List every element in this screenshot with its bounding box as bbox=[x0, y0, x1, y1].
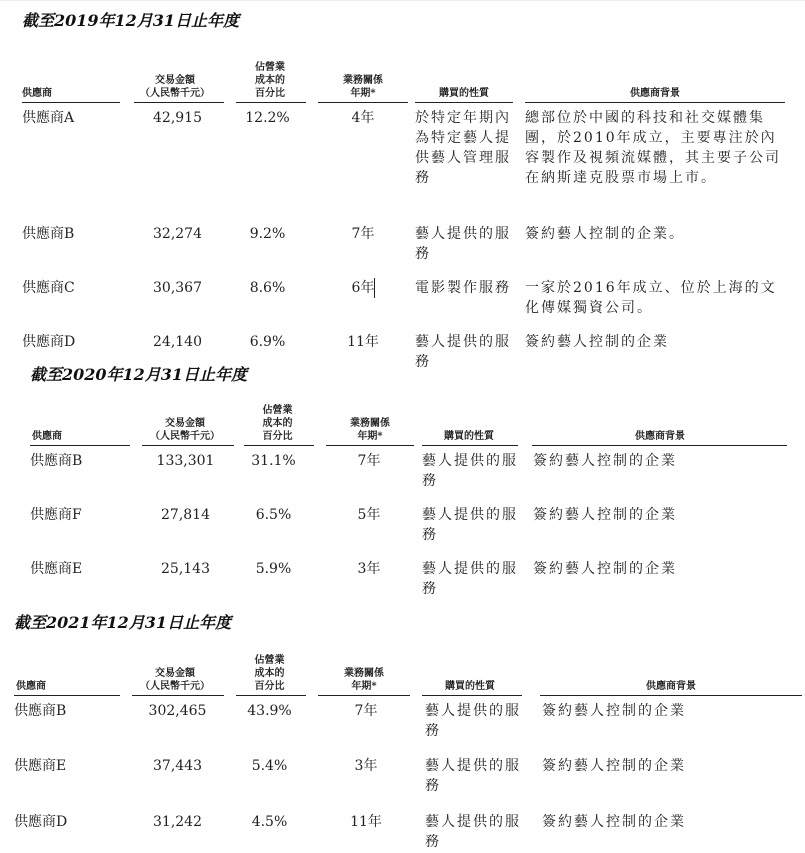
amount-cell: 24,140 bbox=[153, 334, 202, 350]
background-cell: 簽約藝人控制的企業 bbox=[525, 334, 669, 350]
percent-cell: 4.5% bbox=[251, 814, 288, 830]
percent-cell: 6.9% bbox=[249, 334, 286, 350]
header-nature: 購買的性質 bbox=[444, 431, 494, 442]
header-rule bbox=[132, 695, 224, 696]
header-rule bbox=[422, 695, 522, 696]
header-amount: 交易金額 （人民幣千元） bbox=[140, 75, 210, 99]
header-rule bbox=[532, 445, 787, 446]
nature-cell: 藝人提供的服務 bbox=[422, 453, 518, 489]
supplier-cell: 供應商D bbox=[22, 334, 76, 350]
header-rule bbox=[326, 445, 414, 446]
header-supplier: 供應商 bbox=[16, 681, 46, 692]
header-rule bbox=[30, 445, 130, 446]
header-percent: 佔營業 成本的 百分比 bbox=[255, 62, 285, 99]
header-background: 供應商背景 bbox=[646, 681, 696, 692]
header-years: 業務關係 年期* bbox=[344, 668, 384, 692]
header-amount: 交易金額 （人民幣千元） bbox=[140, 668, 210, 692]
nature-cell: 藝人提供的服務 bbox=[422, 561, 518, 597]
text-cursor bbox=[374, 278, 375, 298]
header-rule bbox=[14, 695, 120, 696]
years-cell: 6年 bbox=[351, 280, 375, 296]
years-cell: 7年 bbox=[354, 703, 378, 719]
percent-cell: 12.2% bbox=[245, 110, 290, 126]
header-rule bbox=[422, 445, 518, 446]
supplier-cell: 供應商B bbox=[14, 703, 67, 719]
background-cell: 簽約藝人控制的企業。 bbox=[525, 226, 685, 242]
header-rule bbox=[142, 445, 234, 446]
header-supplier: 供應商 bbox=[32, 431, 62, 442]
amount-cell: 31,242 bbox=[153, 814, 202, 830]
header-rule bbox=[236, 695, 306, 696]
percent-cell: 43.9% bbox=[247, 703, 292, 719]
nature-cell: 藝人提供的服務 bbox=[425, 758, 521, 794]
header-rule bbox=[540, 695, 802, 696]
years-cell: 3年 bbox=[357, 561, 381, 577]
years-cell: 4年 bbox=[351, 110, 375, 126]
top-border bbox=[0, 0, 805, 1]
header-rule bbox=[22, 102, 120, 103]
section-title: 截至2019年12月31日止年度 bbox=[22, 11, 240, 30]
nature-cell: 藝人提供的服務 bbox=[425, 703, 521, 739]
percent-cell: 8.6% bbox=[249, 280, 286, 296]
background-cell: 簽約藝人控制的企業 bbox=[542, 758, 686, 774]
years-cell: 11年 bbox=[347, 334, 379, 350]
header-nature: 購買的性質 bbox=[445, 681, 495, 692]
percent-cell: 6.5% bbox=[255, 507, 292, 523]
supplier-cell: 供應商A bbox=[22, 110, 75, 126]
header-percent: 佔營業 成本的 百分比 bbox=[254, 655, 285, 692]
amount-cell: 30,367 bbox=[153, 280, 202, 296]
percent-cell: 5.4% bbox=[251, 758, 288, 774]
supplier-cell: 供應商B bbox=[22, 226, 75, 242]
percent-cell: 5.9% bbox=[255, 561, 292, 577]
background-cell: 簽約藝人控制的企業 bbox=[542, 814, 686, 830]
amount-cell: 27,814 bbox=[161, 507, 210, 523]
header-nature: 購買的性質 bbox=[439, 88, 489, 99]
amount-cell: 302,465 bbox=[148, 703, 207, 719]
amount-cell: 32,274 bbox=[153, 226, 202, 242]
header-years: 業務關係 年期* bbox=[350, 418, 390, 442]
header-amount: 交易金額 （人民幣千元） bbox=[150, 418, 220, 442]
amount-cell: 25,143 bbox=[161, 561, 210, 577]
supplier-cell: 供應商C bbox=[22, 280, 75, 296]
percent-cell: 31.1% bbox=[251, 453, 296, 469]
background-cell: 簽約藝人控制的企業 bbox=[542, 703, 686, 719]
nature-cell: 藝人提供的服務 bbox=[415, 226, 511, 262]
years-cell: 7年 bbox=[351, 226, 375, 242]
amount-cell: 37,443 bbox=[153, 758, 202, 774]
years-cell: 11年 bbox=[350, 814, 382, 830]
header-supplier: 供應商 bbox=[22, 88, 52, 99]
nature-cell: 電影製作服務 bbox=[415, 280, 511, 296]
years-cell: 5年 bbox=[357, 507, 381, 523]
header-years: 業務關係 年期* bbox=[343, 75, 383, 99]
nature-cell: 藝人提供的服務 bbox=[422, 507, 518, 543]
supplier-cell: 供應商E bbox=[30, 561, 83, 577]
supplier-cell: 供應商F bbox=[30, 507, 82, 523]
background-cell: 簽約藝人控制的企業 bbox=[533, 561, 677, 577]
background-cell: 總部位於中國的科技和社交媒體集團，於2010年成立，主要專注於內容製作及視頻流媒體，其主要子公司在納斯達克股票市場上市。 bbox=[525, 110, 781, 186]
header-percent: 佔營業 成本的 百分比 bbox=[262, 405, 293, 442]
background-cell: 簽約藝人控制的企業 bbox=[533, 507, 677, 523]
header-rule bbox=[318, 102, 408, 103]
percent-cell: 9.2% bbox=[249, 226, 286, 242]
nature-cell: 於特定年期內為特定藝人提供藝人管理服務 bbox=[415, 110, 511, 186]
header-rule bbox=[134, 102, 224, 103]
header-rule bbox=[525, 102, 785, 103]
years-cell: 7年 bbox=[357, 453, 381, 469]
amount-cell: 133,301 bbox=[156, 453, 215, 469]
header-rule bbox=[244, 445, 314, 446]
amount-cell: 42,915 bbox=[153, 110, 202, 126]
nature-cell: 藝人提供的服務 bbox=[415, 334, 511, 370]
header-rule bbox=[236, 102, 306, 103]
section-title: 截至2020年12月31日止年度 bbox=[30, 365, 248, 384]
header-rule bbox=[415, 102, 513, 103]
nature-cell: 藝人提供的服務 bbox=[425, 814, 521, 850]
supplier-cell: 供應商D bbox=[14, 814, 68, 830]
background-cell: 簽約藝人控制的企業 bbox=[533, 453, 677, 469]
header-background: 供應商背景 bbox=[630, 88, 680, 99]
supplier-cell: 供應商B bbox=[30, 453, 83, 469]
header-rule bbox=[318, 695, 410, 696]
background-cell: 一家於2016年成立、位於上海的文化傳媒獨資公司。 bbox=[525, 280, 777, 316]
section-title: 截至2021年12月31日止年度 bbox=[14, 613, 232, 632]
years-cell: 3年 bbox=[354, 758, 378, 774]
supplier-cell: 供應商E bbox=[14, 758, 67, 774]
header-background: 供應商背景 bbox=[635, 431, 685, 442]
